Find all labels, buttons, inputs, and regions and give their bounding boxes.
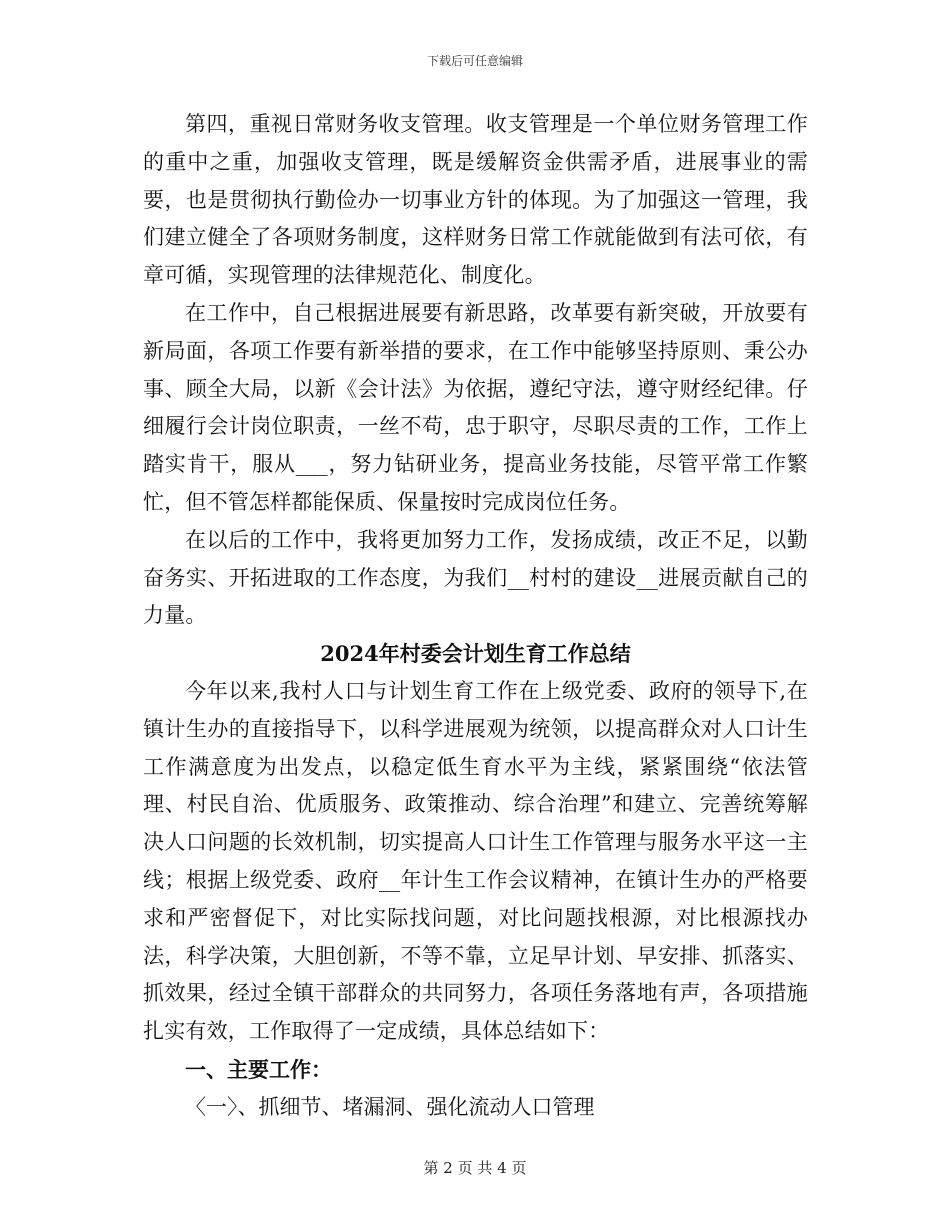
paragraph-financial-management: 第四，重视日常财务收支管理。收支管理是一个单位财务管理工作的重中之重，加强收支管理，既是缓解资金供需矛盾，进展事业的需要，也是贯彻执行勤俭办一切事业方针的体现。为了加强这一管理，我们建立健全了各项财务制度，这样财务日常工作就能做到有法可依，有章可循，实现管理的法律规范化、制度化。 xyxy=(143,112,808,288)
paragraph-work-attitude: 在工作中，自己根据进展要有新思路，改革要有新突破，开放要有新局面，各项工作要有新举措的要求，在工作中能够坚持原则、秉公办事、顾全大局，以新《会计法》为依据，遵纪守法，遵守财经纪律。仔细履行会计岗位职责，一丝不苟，忠于职守，尽职尽责的工作，工作上踏实肯干，服从___，努力钻研业务，提高业务技能，尽管平常工作繁忙，但不管怎样都能保质、保量按时完成岗位任务。 xyxy=(143,300,808,514)
section-title: 2024年村委会计划生育工作总结 xyxy=(320,641,631,667)
page-footer: 第 2 页 共 4 页 xyxy=(423,1159,527,1177)
subheading-floating-population: 〈一〉、抓细节、堵漏洞、强化流动人口管理 xyxy=(185,1094,595,1119)
heading-main-work: 一、主要工作： xyxy=(185,1056,332,1082)
paragraph-intro: 今年以来,我村人口与计划生育工作在上级党委、政府的领导下,在镇计生办的直接指导下，以科学进展观为统领，以提高群众对人口计生工作满意度为出发点，以稳定低生育水平为主线，紧紧围绕“依法管理、村民自治、优质服务、政策推动、综合治理”和建立、完善统筹解决人口问题的长效机制，切实提高人口计生工作管理与服务水平这一主线；根据上级党委、政府__年计生工作会议精神，在镇计生办的严格要求和严密督促下，对比实际找问题，对比问题找根源，对比根源找办法，科学决策，大胆创新，不等不靠，立足早计划、早安排、抓落实、抓效果，经过全镇干部群众的共同努力，各项任务落地有声，各项措施扎实有效，工作取得了一定成绩，具体总结如下： xyxy=(143,678,808,1044)
paragraph-future-work: 在以后的工作中，我将更加努力工作，发扬成绩，改正不足，以勤奋务实、开拓进取的工作态度，为我们__村村的建设__进展贡献自己的力量。 xyxy=(143,527,808,628)
page-header: 下载后可任意编辑 xyxy=(426,54,523,68)
document-body xyxy=(143,106,808,1127)
